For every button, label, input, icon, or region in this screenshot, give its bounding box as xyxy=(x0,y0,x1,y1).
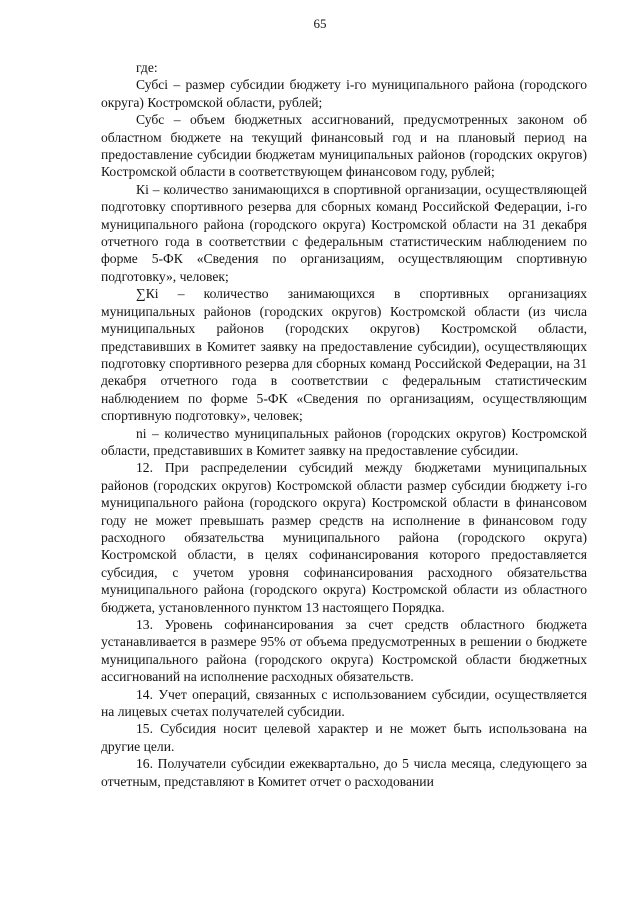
paragraph-clause-12: 12. При распределении субсидий между бюджетами муниципальных районов (городских округов) Костромской области размер субсидии бюджету i-го муниципального района (городского округа) Костромской области в финансовом году не может превышать размер средств на исполнение в финансовом году расходного обязательства муниципального района (городского округа) Костромской области, в целях софинансирования которого предоставляется субсидия, с учетом уровня софинансирования расходного обязательства муниципального района (городского округа) Костромской области из областного бюджета, установленного пунктом 13 настоящего Порядка. xyxy=(101,460,587,615)
paragraph-clause-15: 15. Субсидия носит целевой характер и не может быть использована на другие цели. xyxy=(101,721,587,754)
paragraph-clause-16: 16. Получатели субсидии ежеквартально, до 5 числа месяца, следующего за отчетным, представляют в Комитет отчет о расходовании xyxy=(101,756,587,789)
paragraph-clause-14: 14. Учет операций, связанных с использованием субсидии, осуществляется на лицевых счетах получателей субсидии. xyxy=(101,686,587,720)
paragraph-clause-13: 13. Уровень софинансирования за счет средств областного бюджета устанавливается в размере 95% от объема предусмотренных в решении о бюджете муниципального района (городского округа) Костромской области бюджетных ассигнований на исполнение расходных обязательств. xyxy=(101,617,587,685)
paragraph-ki-definition: Кi – количество занимающихся в спортивной организации, осуществляющей подготовку спортивного резерва для сборных команд Российской Федерации, i-го муниципального района (городского округа) Костромской области на 31 декабря отчетного года в соответствии с федеральным статистическим наблюдением по форме 5-ФК «Сведения по организациям, осуществляющим спортивную подготовку», человек; xyxy=(101,181,587,284)
paragraph-subsi-definition: Субсi – размер субсидии бюджету i-го муниципального района (городского округа) Костромской области, рублей; xyxy=(101,77,587,110)
page-number: 65 xyxy=(313,16,327,31)
paragraph-subs-definition: Субс – объем бюджетных ассигнований, предусмотренных законом об областном бюджете на текущий финансовый год и на плановый период на предоставление субсидии бюджетам муниципальных районов (городских округов) Костромской области в соответствующем финансовом году, рублей; xyxy=(101,112,587,180)
paragraph-ni-definition: ni – количество муниципальных районов (городских округов) Костромской области, представивших в Комитет заявку на предоставление субсидии. xyxy=(101,425,587,458)
document-body xyxy=(101,59,587,790)
paragraph-where: где: xyxy=(136,60,158,75)
paragraph-sum-ki-definition: ∑Кi – количество занимающихся в спортивных организациях муниципальных районов (городских округов) Костромской области (из числа муниципальных районов (городских округов) Костромской области, представивших в Комитет заявку на предоставление субсидии), осуществляющих подготовку спортивного резерва для сборных команд Российской Федерации, на 31 декабря отчетного года в соответствии с федеральным статистическим наблюдением по форме 5-ФК «Сведения по организациям, осуществляющим спортивную подготовку», человек; xyxy=(101,286,587,424)
